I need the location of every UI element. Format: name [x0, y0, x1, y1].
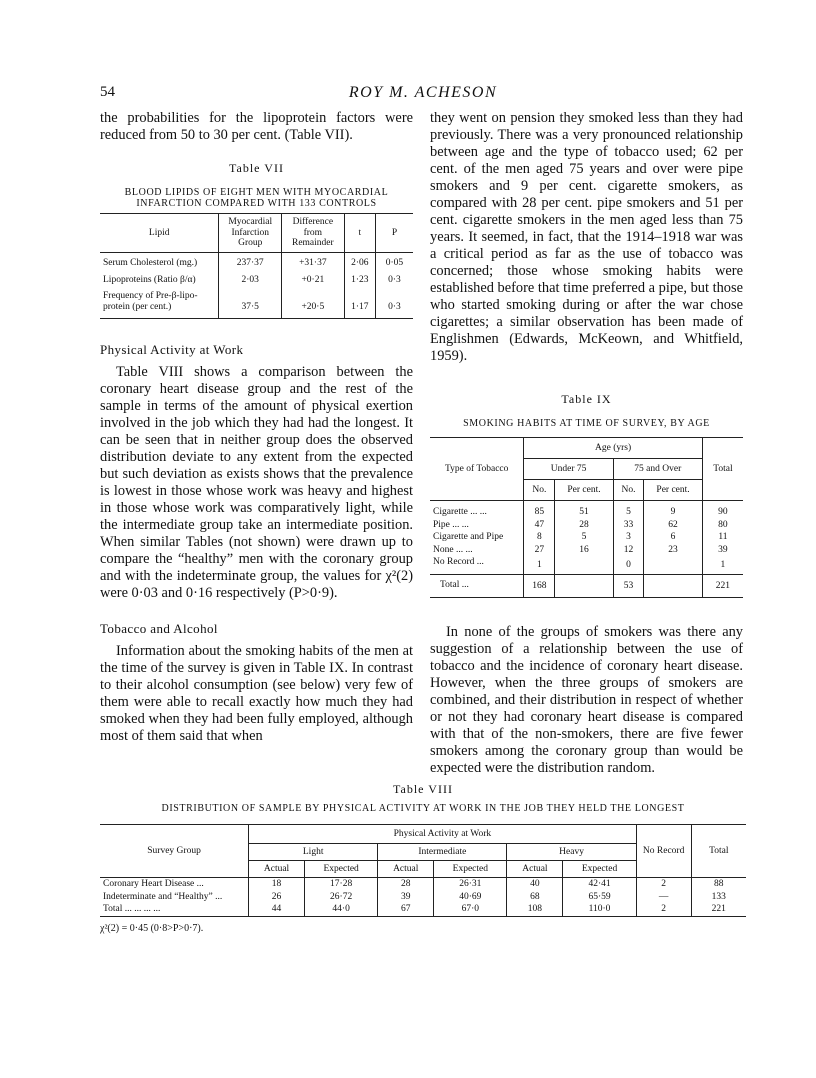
table8-cell: 110·0 — [563, 903, 636, 916]
table8-cell: 68 — [507, 891, 563, 904]
table8-cell: 67·0 — [434, 903, 507, 916]
table9-cell — [555, 556, 614, 574]
table9-cell: 3 — [613, 531, 644, 544]
table8-cell: 40·69 — [434, 891, 507, 904]
table9-cell-type: No Record ... — [433, 557, 484, 567]
table7-cell-p: 0·05 — [375, 253, 413, 270]
section-heading-physical-activity: Physical Activity at Work — [100, 342, 244, 357]
table7-header-t: t — [344, 214, 375, 253]
table9-cell-type: Cigarette and Pipe — [433, 532, 504, 542]
table8-cell: 42·41 — [563, 878, 636, 891]
table8-cell-group: Total ... ... ... ... — [103, 904, 161, 914]
table9-header-total: Total — [702, 438, 743, 501]
table8-block — [100, 782, 746, 934]
table7-header-p: P — [375, 214, 413, 253]
table9-cell: 33 — [613, 519, 644, 532]
left-column — [100, 110, 413, 745]
table7-cell-t: 2·06 — [344, 253, 375, 270]
table9-cell: 47 — [524, 519, 555, 532]
table8-cell: 88 — [691, 878, 746, 891]
physical-activity-paragraph: Table VIII shows a comparison between the coronary heart disease group and the rest of the sample in terms of the amount of physical exertion involved in the job which they had had the longest. It can be seen that in neither group does the observed distribution deviate to any extent from the expected but such deviation as exists shows that the prevalence is lowest in those whose work was heavy and highest in those whose work was comparatively light, while the intermediate group take an intermediate position. When similar Tables (not shown) were drawn up to compare the “healthy” men with the coronary group and with the indeterminate group, the values for χ²(2) were 0·03 and 0·16 respectively (P>0·9). — [100, 364, 413, 601]
table9-header-no: No. — [524, 480, 555, 501]
table7-cell-t: 1·23 — [344, 270, 375, 287]
right-column — [430, 110, 743, 777]
table-row — [100, 253, 413, 270]
table8-cell: 26·72 — [305, 891, 378, 904]
table8-cell-group: Indeterminate and “Healthy” ... — [103, 891, 223, 902]
table8-cell: 39 — [378, 891, 434, 904]
table7-title: Table VII — [229, 161, 284, 175]
table9-cell — [644, 556, 703, 574]
table9-cell: 0 — [613, 556, 644, 574]
table9-cell: 221 — [702, 574, 743, 598]
table9-header-no: No. — [613, 480, 644, 501]
table9-cell: 51 — [555, 501, 614, 519]
table8-cell: 221 — [691, 903, 746, 916]
table8-header-expected: Expected — [563, 861, 636, 878]
table9-cell: 8 — [524, 531, 555, 544]
table8-cell: 133 — [691, 891, 746, 904]
table9-cell: 12 — [613, 544, 644, 557]
table-row-total — [100, 903, 746, 916]
table9-cell: 39 — [702, 544, 743, 557]
table9-cell: 85 — [524, 501, 555, 519]
table7-header-group: Myocardial Infarction Group — [219, 214, 282, 253]
table8-cell: 26·31 — [434, 878, 507, 891]
table9-cell-type: Total ... — [440, 579, 469, 590]
table9-cell: 27 — [524, 544, 555, 557]
table-row-total — [430, 574, 743, 598]
table8-header-no-record: No Record — [636, 825, 691, 878]
right-paragraph-2: In none of the groups of smokers was there any suggestion of a relationship between the use of tobacco and the incidence of coronary heart disease. However, when the three groups of smokers are combined, and their distribution in respect of whether or not they had coronary heart disease is compared with that of the non-smokers, there are five fewer smokers among the coronary group than would be expected were the distribution random. — [430, 624, 743, 776]
table-row — [100, 891, 746, 904]
section-heading-tobacco: Tobacco and Alcohol — [100, 621, 218, 636]
table8-cell: 17·28 — [305, 878, 378, 891]
table9-cell: 16 — [555, 544, 614, 557]
table7-cell-diff: +31·37 — [282, 253, 345, 270]
table7-cell-group: 237·37 — [219, 253, 282, 270]
page-number: 54 — [100, 84, 115, 100]
table8-cell: 18 — [249, 878, 305, 891]
table9-caption: SMOKING HABITS AT TIME OF SURVEY, BY AGE — [463, 418, 710, 429]
table8-cell-group: Coronary Heart Disease ... — [103, 879, 204, 889]
table9-header-type: Type of Tobacco — [445, 463, 509, 474]
table8-header-light: Light — [249, 844, 378, 861]
table7-cell-lipid: Frequency of Pre-β-lipo-protein (per cent.) — [103, 291, 198, 312]
table-row — [430, 519, 743, 532]
table9-cell-empty — [555, 574, 614, 598]
table8-cell: 28 — [378, 878, 434, 891]
table8-cell: 44·0 — [305, 903, 378, 916]
table8 — [100, 824, 746, 917]
table9-cell: 53 — [613, 574, 644, 598]
table8-header-actual: Actual — [507, 861, 563, 878]
table9-cell: 11 — [702, 531, 743, 544]
table9-cell: 28 — [555, 519, 614, 532]
table-row — [100, 878, 746, 891]
table-row — [430, 501, 743, 519]
table9-cell-empty — [644, 574, 703, 598]
table9-cell: 1 — [702, 556, 743, 574]
table7-cell-diff: +0·21 — [282, 270, 345, 287]
table7-cell-group: 37·5 — [219, 286, 282, 319]
table-row — [430, 544, 743, 557]
table7-caption: BLOOD LIPIDS OF EIGHT MEN WITH MYOCARDIAL INFARCTION COMPARED WITH 133 CONTROLS — [124, 187, 389, 209]
table7 — [100, 213, 413, 319]
table-row — [430, 531, 743, 544]
table9 — [430, 437, 743, 598]
table9-cell: 5 — [555, 531, 614, 544]
table7-cell-t: 1·17 — [344, 286, 375, 319]
table8-cell: 44 — [249, 903, 305, 916]
table7-cell-p: 0·3 — [375, 270, 413, 287]
table9-cell-type: Pipe ... ... — [433, 519, 469, 530]
table7-cell-p: 0·3 — [375, 286, 413, 319]
table9-header-age: Age (yrs) — [524, 438, 702, 459]
table7-cell-lipid: Serum Cholesterol (mg.) — [103, 258, 198, 268]
table8-header-activity: Physical Activity at Work — [249, 825, 637, 844]
table8-header-expected: Expected — [434, 861, 507, 878]
table9-cell: 90 — [702, 501, 743, 519]
table8-header-intermediate: Intermediate — [378, 844, 507, 861]
right-paragraph-1: they went on pension they smoked less than they had previously. There was a very pronounced relationship between age and the type of tobacco used; 62 per cent. of the men aged 75 years and over were pipe smokers and 9 per cent. cigarette smokers, as compared with 28 per cent. pipe smokers and 51 per cent. cigarette smokers in the men aged less than 75 years. It seemed, in fact, that the 1914–1918 war was a critical period as far as the use of tobacco was concerned; those whose smoking habits were established before that time preferred a pipe, but those who started smoking during or after the war chose cigarettes; a similar observation has been made of Englishmen (Edwards, McKeown, and Whitfield, 1959). — [430, 110, 743, 364]
table8-caption: DISTRIBUTION OF SAMPLE BY PHYSICAL ACTIVITY AT WORK IN THE JOB THEY HELD THE LONGEST — [161, 803, 685, 814]
table9-cell-type: Cigarette ... ... — [433, 507, 487, 517]
table9-cell: 168 — [524, 574, 555, 598]
table-row — [100, 286, 413, 319]
table9-cell: 5 — [613, 501, 644, 519]
table9-cell: 6 — [644, 531, 703, 544]
table9-cell: 62 — [644, 519, 703, 532]
table8-cell: 67 — [378, 903, 434, 916]
table8-cell: 2 — [636, 878, 691, 891]
table9-header-under75: Under 75 — [524, 459, 613, 480]
table7-header-lipid: Lipid — [100, 214, 219, 253]
table8-title: Table VIII — [393, 782, 453, 796]
table9-cell: 80 — [702, 519, 743, 532]
table8-header-group: Survey Group — [147, 845, 201, 856]
table7-header-diff: Difference from Remainder — [282, 214, 345, 253]
running-title: ROY M. ACHESON — [348, 84, 498, 101]
table9-header-75over: 75 and Over — [613, 459, 702, 480]
table7-cell-diff: +20·5 — [282, 286, 345, 319]
table8-header-expected: Expected — [305, 861, 378, 878]
table8-cell: 2 — [636, 903, 691, 916]
table9-title: Table IX — [561, 392, 612, 406]
table8-footnote: χ²(2) = 0·45 (0·8>P>0·7). — [100, 922, 204, 934]
table9-cell: 1 — [524, 556, 555, 574]
table8-cell: — — [636, 891, 691, 904]
table-row — [100, 270, 413, 287]
table8-cell: 26 — [249, 891, 305, 904]
table9-header-pct: Per cent. — [644, 480, 703, 501]
table8-cell: 40 — [507, 878, 563, 891]
table9-cell: 23 — [644, 544, 703, 557]
table8-cell: 108 — [507, 903, 563, 916]
table8-header-actual: Actual — [378, 861, 434, 878]
table-row — [430, 556, 743, 574]
page-header — [100, 84, 746, 106]
table8-header-total: Total — [691, 825, 746, 878]
table7-cell-lipid: Lipoproteins (Ratio β/α) — [103, 274, 196, 285]
table9-header-pct: Per cent. — [555, 480, 614, 501]
table7-cell-group: 2·03 — [219, 270, 282, 287]
intro-paragraph: the probabilities for the lipoprotein factors were reduced from 50 to 30 per cent. (Table VII). — [100, 110, 413, 143]
table8-header-actual: Actual — [249, 861, 305, 878]
tobacco-paragraph: Information about the smoking habits of the men at the time of the survey is given in Table IX. In contrast to their alcohol consumption (see below) very few of them were able to recall exactly how much they had smoked when they had been fully employed, although most of them said that when — [100, 643, 413, 744]
table8-cell: 65·59 — [563, 891, 636, 904]
table9-cell-type: None ... ... — [433, 544, 473, 555]
table8-header-heavy: Heavy — [507, 844, 636, 861]
table9-cell: 9 — [644, 501, 703, 519]
